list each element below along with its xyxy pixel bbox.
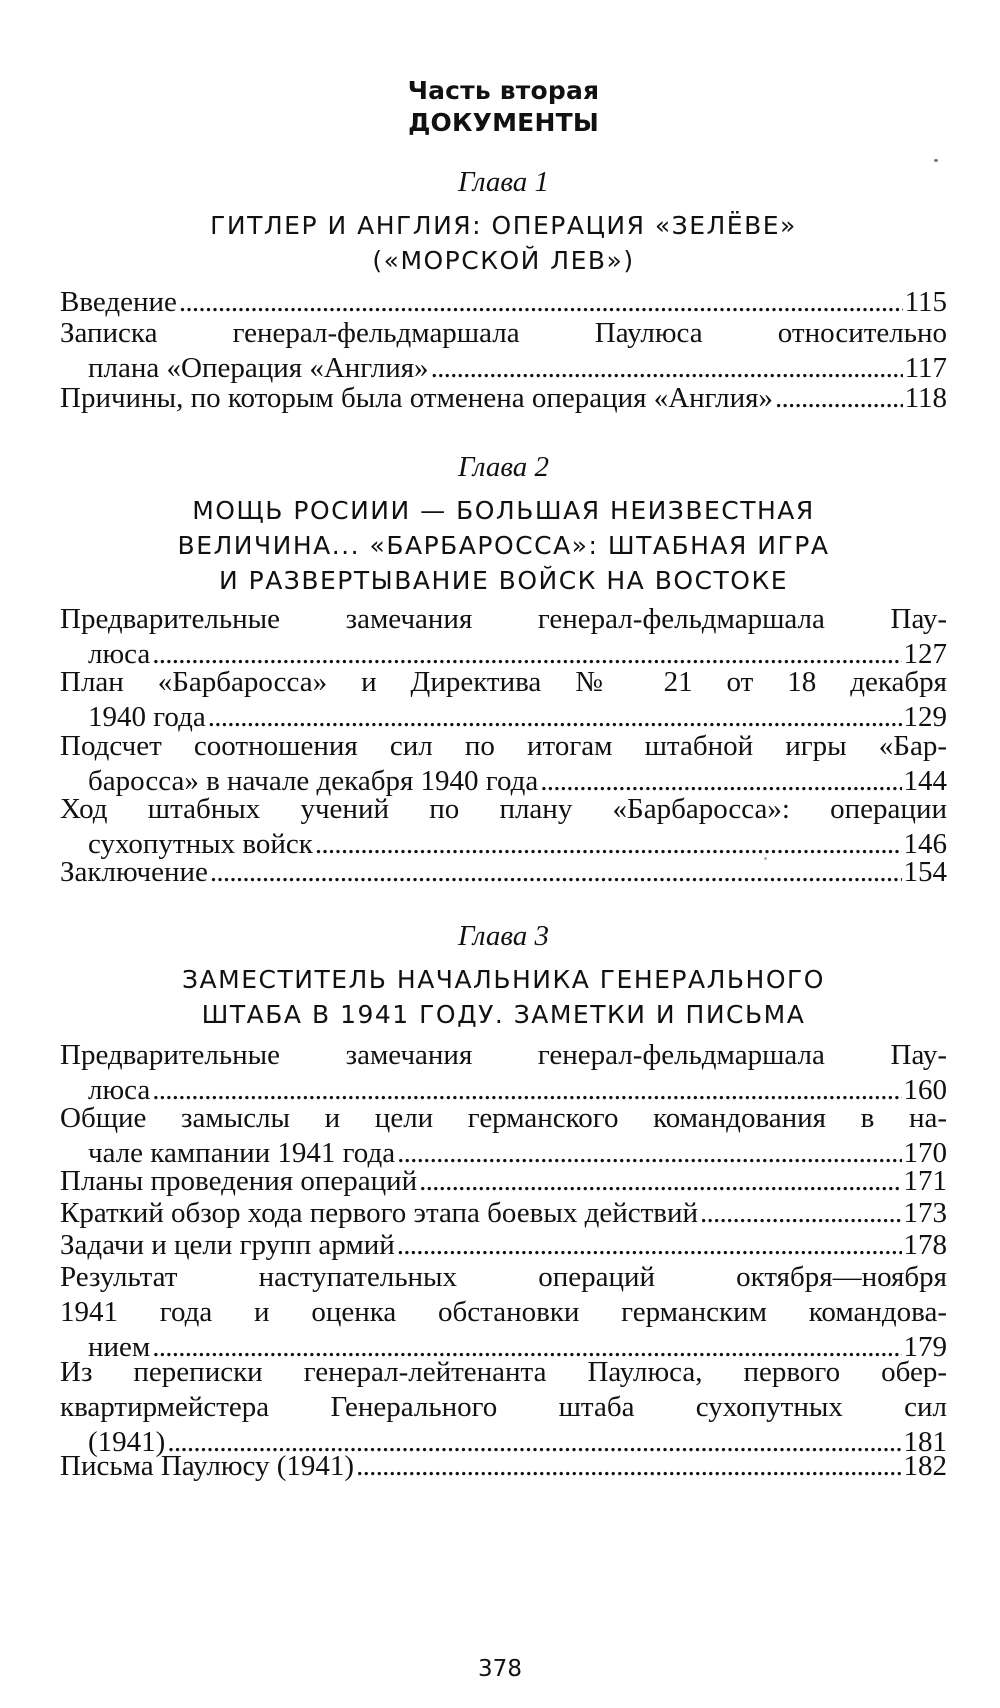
- chapter-1-label: Глава 1: [457, 166, 550, 198]
- toc-entry[interactable]: [60, 1196, 947, 1231]
- toc-entry-title-line: баросса» в начале декабря 1940 года: [88, 765, 539, 797]
- toc-entry[interactable]: [60, 1355, 947, 1460]
- toc-entry-last-line: [60, 1449, 947, 1484]
- toc-entry[interactable]: [60, 1038, 947, 1108]
- dot-leader: [210, 855, 902, 890]
- dot-leader: [179, 285, 903, 320]
- toc-entry-page: 173: [903, 1197, 947, 1229]
- chapter-heading-line: И РАЗВЕРТЫВАНИЕ ВОЙСК НА ВОСТОКЕ: [218, 566, 788, 595]
- toc-entry-title-line: Введение: [60, 286, 177, 318]
- toc-entry[interactable]: [60, 1228, 947, 1263]
- toc-entry-title-line: Общие замыслы и цели германского командования в на-: [60, 1102, 947, 1134]
- chapter-1-heading: [60, 208, 947, 278]
- toc-entry-title-line: Краткий обзор хода первого этапа боевых действий: [60, 1197, 698, 1229]
- toc-entry[interactable]: [60, 855, 947, 890]
- toc-entry-title-line: люса: [88, 1074, 151, 1106]
- toc-entry-title-line: Результат наступательных операций октября—ноября: [60, 1261, 947, 1293]
- toc-entry-page: 115: [904, 286, 947, 318]
- toc-entry-last-line: [60, 1164, 947, 1199]
- toc-entry-page: 170: [903, 1137, 947, 1169]
- toc-entry[interactable]: [60, 316, 947, 386]
- toc-entry[interactable]: [60, 285, 947, 320]
- chapter-2-heading: [60, 493, 947, 598]
- toc-entry[interactable]: [60, 665, 947, 735]
- toc-entry-title-line: Предварительные замечания генерал-фельдмаршала Пау-: [60, 603, 947, 635]
- toc-entry-page: 129: [903, 701, 947, 733]
- toc-entry-page: 182: [903, 1450, 947, 1482]
- toc-entry-page: 160: [903, 1074, 947, 1106]
- toc-entry-title-line: Ход штабных учений по плану «Барбаросса»: операции: [60, 793, 947, 825]
- toc-entry-title-line: люса: [88, 638, 151, 670]
- toc-entry-page: 118: [904, 382, 947, 414]
- toc-entry-page: 144: [903, 765, 947, 797]
- toc-entry-page: 171: [903, 1165, 947, 1197]
- toc-entry-last-line: [60, 285, 947, 320]
- toc-entry-title-line: чале кампании 1941 года: [88, 1137, 396, 1169]
- toc-entry-title-line: 1940 года: [88, 701, 206, 733]
- toc-entry-last-line: [60, 1228, 947, 1263]
- toc-entry-title-line: квартирмейстера Генерального штаба сухопутных сил: [60, 1391, 947, 1423]
- toc-entry-page: 146: [903, 828, 947, 860]
- chapter-heading-line: ВЕЛИЧИНА... «БАРБАРОССА»: ШТАБНАЯ ИГРА: [177, 531, 830, 560]
- dot-leader: [397, 1228, 902, 1263]
- part-subtitle: ДОКУМЕНТЫ: [408, 108, 599, 137]
- toc-entry[interactable]: [60, 729, 947, 799]
- toc-entry[interactable]: [60, 1101, 947, 1171]
- dot-leader: [419, 1164, 901, 1199]
- toc-entry-title-line: Подсчет соотношения сил по итогам штабной игры «Бар-: [60, 730, 947, 762]
- toc-entry-title-line: Записка генерал-фельдмаршала Паулюса относительно: [60, 317, 947, 349]
- toc-entry-title-line: Предварительные замечания генерал-фельдмаршала Пау-: [60, 1039, 947, 1071]
- chapter-heading-line: МОЩЬ РОСИИИ — БОЛЬШАЯ НЕИЗВЕСТНАЯ: [192, 496, 815, 525]
- toc-entry-page: 179: [903, 1331, 947, 1363]
- toc-entry-title-line: нием: [88, 1331, 151, 1363]
- page-number: 378: [478, 1656, 522, 1682]
- toc-entry-page: 117: [904, 352, 947, 384]
- scan-speck: [934, 159, 938, 162]
- chapter-heading-line: ГИТЛЕР И АНГЛИЯ: ОПЕРАЦИЯ «ЗЕЛЁВЕ»: [210, 211, 797, 240]
- toc-entry[interactable]: [60, 792, 947, 862]
- toc-entry[interactable]: [60, 602, 947, 672]
- chapter-heading-line: ЗАМЕСТИТЕЛЬ НАЧАЛЬНИКА ГЕНЕРАЛЬНОГО: [182, 965, 825, 994]
- toc-entry-title-line: Письма Паулюсу (1941): [60, 1450, 355, 1482]
- toc-entry-last-line: [60, 855, 947, 890]
- toc-entry-title-line: (1941): [88, 1426, 166, 1458]
- toc-entry-title-line: План «Барбаросса» и Директива № 21 от 18 декабря: [60, 666, 947, 698]
- dot-leader: [356, 1449, 901, 1484]
- toc-entry-title-line: плана «Операция «Англия»: [88, 352, 429, 384]
- toc-entry-title-line: Из переписки генерал-лейтенанта Паулюса, первого обер-: [60, 1356, 947, 1388]
- toc-entry[interactable]: [60, 1260, 947, 1365]
- toc-entry-page: 127: [903, 638, 947, 670]
- scan-speck: [764, 857, 767, 860]
- part-title: Часть вторая: [407, 76, 600, 105]
- toc-entry-title-line: 1941 года и оценка обстановки германским командова-: [60, 1296, 947, 1328]
- dot-leader: [775, 381, 903, 416]
- toc-entry-page: 154: [903, 856, 947, 888]
- toc-entry-title-line: Задачи и цели групп армий: [60, 1229, 395, 1261]
- toc-entry-page: 181: [903, 1426, 947, 1458]
- toc-entry[interactable]: [60, 1164, 947, 1199]
- dot-leader: [700, 1196, 902, 1231]
- chapter-heading-line: ШТАБА В 1941 ГОДУ. ЗАМЕТКИ И ПИСЬМА: [201, 1000, 806, 1029]
- toc-entry-title-line: Планы проведения операций: [60, 1165, 418, 1197]
- toc-entry[interactable]: [60, 381, 947, 416]
- toc-entry-page: 178: [903, 1229, 947, 1261]
- toc-entry-title-line: сухопутных войск: [88, 828, 313, 860]
- toc-entry-title-line: Заключение: [60, 856, 208, 888]
- chapter-3-heading: [60, 962, 947, 1032]
- chapter-heading-line: («МОРСКОЙ ЛЕВ»): [372, 246, 635, 275]
- toc-entry-last-line: [60, 381, 947, 416]
- chapter-3-label: Глава 3: [457, 920, 550, 952]
- chapter-2-label: Глава 2: [457, 451, 550, 483]
- toc-entry-last-line: [60, 1196, 947, 1231]
- toc-entry[interactable]: [60, 1449, 947, 1484]
- toc-entry-title-line: Причины, по которым была отменена операция «Англия»: [60, 382, 773, 414]
